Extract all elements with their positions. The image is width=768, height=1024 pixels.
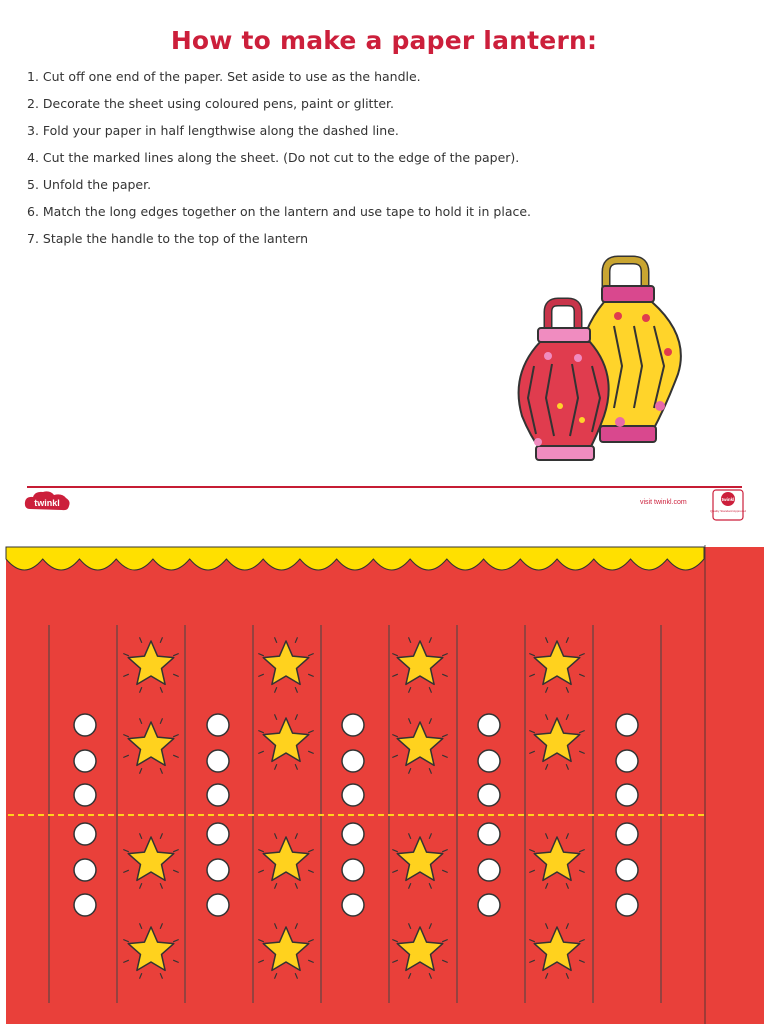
circle-dot-icon: [478, 859, 500, 881]
circle-dot-icon: [74, 823, 96, 845]
circle-dot-icon: [478, 784, 500, 806]
step-3: 3. Fold your paper in half lengthwise along the dashed line.: [27, 123, 399, 138]
circle-dot-icon: [207, 894, 229, 916]
circle-dot-icon: [74, 784, 96, 806]
circle-dot-icon: [478, 750, 500, 772]
step-5: 5. Unfold the paper.: [27, 177, 152, 192]
paper-lanterns-illustration: [508, 256, 688, 466]
circle-dot-icon: [478, 714, 500, 736]
circle-dot-icon: [74, 750, 96, 772]
instruction-list: [27, 66, 531, 255]
circle-dot-icon: [342, 894, 364, 916]
circle-dot-icon: [74, 859, 96, 881]
circle-dot-icon: [616, 859, 638, 881]
page-title: How to make a paper lantern:: [170, 26, 598, 55]
badge-subtext: Quality Standard Approved: [710, 509, 746, 513]
circle-dot-icon: [616, 714, 638, 736]
circle-dot-icon: [342, 823, 364, 845]
circle-dot-icon: [207, 859, 229, 881]
circle-dot-icon: [207, 823, 229, 845]
step-7: 7. Staple the handle to the top of the lantern: [27, 231, 308, 246]
circle-dot-icon: [207, 714, 229, 736]
circle-dot-icon: [616, 894, 638, 916]
step-6: 6. Match the long edges together on the lantern and use tape to hold it in place.: [27, 204, 532, 219]
quality-badge-icon: [712, 489, 744, 521]
circle-dot-icon: [342, 714, 364, 736]
circle-dot-icon: [478, 823, 500, 845]
visit-link[interactable]: visit twinkl.com: [640, 499, 687, 506]
circle-dot-icon: [342, 784, 364, 806]
circle-dot-icon: [342, 859, 364, 881]
logo-text: twinkl: [34, 498, 60, 508]
twinkl-logo-icon: [24, 489, 72, 515]
badge-text: twinkl: [721, 497, 735, 502]
footer-divider: [27, 486, 742, 488]
circle-dot-icon: [616, 784, 638, 806]
circle-dot-icon: [616, 750, 638, 772]
step-4: 4. Cut the marked lines along the sheet. (Do not cut to the edge of the paper).: [27, 150, 520, 165]
circle-dot-icon: [342, 750, 364, 772]
circle-dot-icon: [207, 750, 229, 772]
step-1: 1. Cut off one end of the paper. Set aside to use as the handle.: [27, 69, 421, 84]
sheet-background: [6, 547, 764, 1024]
lantern-template-sheet: [0, 545, 768, 1024]
circle-dot-icon: [74, 894, 96, 916]
step-2: 2. Decorate the sheet using coloured pens, paint or glitter.: [27, 96, 395, 111]
circle-dot-icon: [616, 823, 638, 845]
circle-dot-icon: [207, 784, 229, 806]
circle-dot-icon: [74, 714, 96, 736]
circle-dot-icon: [478, 894, 500, 916]
